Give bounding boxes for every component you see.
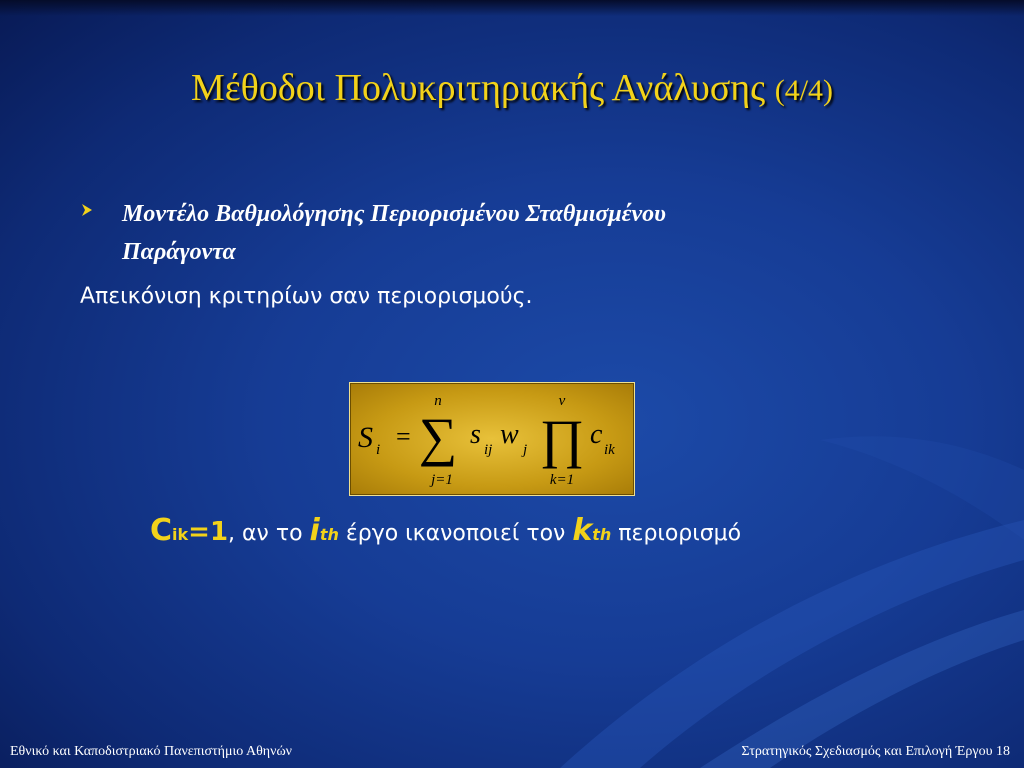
formula-s-sub: ij xyxy=(484,442,493,458)
formula-w: w xyxy=(500,419,519,450)
subtext: Απεικόνιση κριτηρίων σαν περιορισμούς. xyxy=(80,284,533,309)
condition-text-3: περιορισμό xyxy=(611,521,742,546)
condition-k: k xyxy=(572,513,593,548)
bullet-line-2: Παράγοντα xyxy=(122,239,236,265)
arrow-bullet-icon xyxy=(80,203,94,217)
formula-lhs-sub: i xyxy=(376,442,381,458)
formula-c: c xyxy=(590,419,603,450)
condition-line xyxy=(150,513,741,548)
formula-w-sub: j xyxy=(523,442,528,458)
bullet-item xyxy=(80,195,940,271)
condition-i-sup: th xyxy=(319,525,339,544)
condition-eq-one: =1 xyxy=(188,517,229,547)
prod-upper: ν xyxy=(558,393,566,409)
formula-svg xyxy=(350,383,634,495)
sum-upper: n xyxy=(434,393,442,409)
formula-s: s xyxy=(470,419,481,450)
condition-c: C xyxy=(150,513,173,548)
condition-text-2: έργο ικανοποιεί τον xyxy=(338,521,573,546)
sum-icon: ∑ xyxy=(418,407,458,467)
slide-title xyxy=(0,66,1024,110)
formula-c-sub: ik xyxy=(604,442,615,458)
formula-equals: = xyxy=(396,422,411,451)
bullet-text xyxy=(122,195,940,271)
prod-lower: k=1 xyxy=(549,472,575,488)
slide-title-text: Μέθοδοι Πολυκριτηριακής Ανάλυσης xyxy=(190,67,766,109)
condition-text-1: , αν το xyxy=(228,521,310,546)
top-band xyxy=(0,0,1024,16)
slide-title-part: (4/4) xyxy=(774,74,834,107)
footer-left: Εθνικό και Καποδιστριακό Πανεπιστήμιο Αθηνών xyxy=(10,744,292,759)
bullet-line-1: Μοντέλο Βαθμολόγησης Περιορισμένου Σταθμισμένου xyxy=(122,201,666,227)
condition-c-sub: ik xyxy=(172,525,189,544)
condition-i: i xyxy=(309,513,320,548)
product-icon: ∏ xyxy=(539,409,585,469)
condition-k-sup: th xyxy=(592,525,612,544)
sum-lower: j=1 xyxy=(431,472,453,488)
footer-right: Στρατηγικός Σχεδιασμός και Επιλογή Έργου 18 xyxy=(741,744,1010,759)
formula-box xyxy=(349,382,635,496)
formula-lhs: S xyxy=(358,421,373,454)
